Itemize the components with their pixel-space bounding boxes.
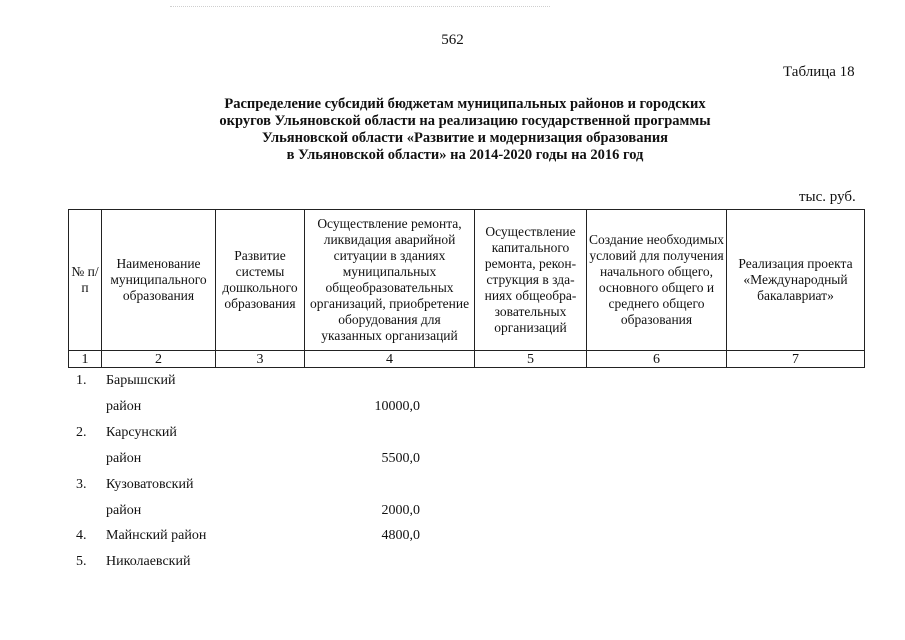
row-number: 4. xyxy=(76,528,87,543)
unit-label: тыс. руб. xyxy=(799,189,856,205)
repair-value: 5500,0 xyxy=(381,451,420,466)
column-number: 4 xyxy=(305,351,475,368)
column-number-row xyxy=(69,351,865,368)
table-row xyxy=(0,528,905,548)
table-header-row xyxy=(69,210,865,351)
header-municipality: Наименование муниципального образования xyxy=(102,210,216,351)
scan-artifact-line xyxy=(170,6,550,8)
row-number: 3. xyxy=(76,477,87,492)
column-number: 7 xyxy=(727,351,865,368)
repair-value: 4800,0 xyxy=(381,528,420,543)
title-line-1: Распределение субсидий бюджетам муниципальных районов и городских xyxy=(224,96,706,112)
table-row-continuation xyxy=(0,399,905,419)
table-row xyxy=(0,554,905,574)
title-line-3: Ульяновской области «Развитие и модернизация образования xyxy=(261,130,669,146)
municipality-name: Карсунский xyxy=(106,425,177,440)
repair-value: 10000,0 xyxy=(374,399,420,414)
column-number: 3 xyxy=(216,351,305,368)
title-line-2: округов Ульяновской области на реализацию государственной программы xyxy=(219,113,711,129)
header-baccalaureate: Реализация проекта «Международный бакалавриат» xyxy=(727,210,865,351)
table-row xyxy=(0,373,905,393)
table-row-continuation xyxy=(0,503,905,523)
column-number: 2 xyxy=(102,351,216,368)
column-number: 5 xyxy=(475,351,587,368)
header-number: № п/п xyxy=(69,210,102,351)
municipality-name-continued: район xyxy=(106,399,142,414)
municipality-name: Николаевский xyxy=(106,554,191,569)
municipality-name: Майнский район xyxy=(106,528,207,543)
municipality-name-continued: район xyxy=(106,503,142,518)
municipality-name: Барышский xyxy=(106,373,176,388)
column-number: 6 xyxy=(587,351,727,368)
header-repair: Осуществление ремонта, ликвидация аварийной ситуации в зданиях муниципальных общеобразовательных организаций, приобретение оборудования для указанных организаций xyxy=(305,210,475,351)
row-number: 1. xyxy=(76,373,87,388)
table-row xyxy=(0,477,905,497)
municipality-name-continued: район xyxy=(106,451,142,466)
column-number: 1 xyxy=(69,351,102,368)
municipality-name: Кузоватовский xyxy=(106,477,194,492)
header-capital-repair: Осуществление капитального ремонта, реконструкция в зданиях общеобразовательных организаций xyxy=(475,210,587,351)
table-label: Таблица 18 xyxy=(783,64,855,80)
title-line-4: в Ульяновской области» на 2014-2020 годы на 2016 год xyxy=(286,147,644,163)
header-preschool: Развитие системы дошкольного образования xyxy=(216,210,305,351)
page-number: 562 xyxy=(441,32,464,48)
subsidy-table xyxy=(68,209,865,368)
document-title xyxy=(180,96,750,164)
repair-value: 2000,0 xyxy=(381,503,420,518)
table-row xyxy=(0,425,905,445)
header-conditions: Создание необходимых условий для получения начального общего, основного общего и среднего общего образования xyxy=(587,210,727,351)
table-row-continuation xyxy=(0,451,905,471)
row-number: 5. xyxy=(76,554,87,569)
row-number: 2. xyxy=(76,425,87,440)
